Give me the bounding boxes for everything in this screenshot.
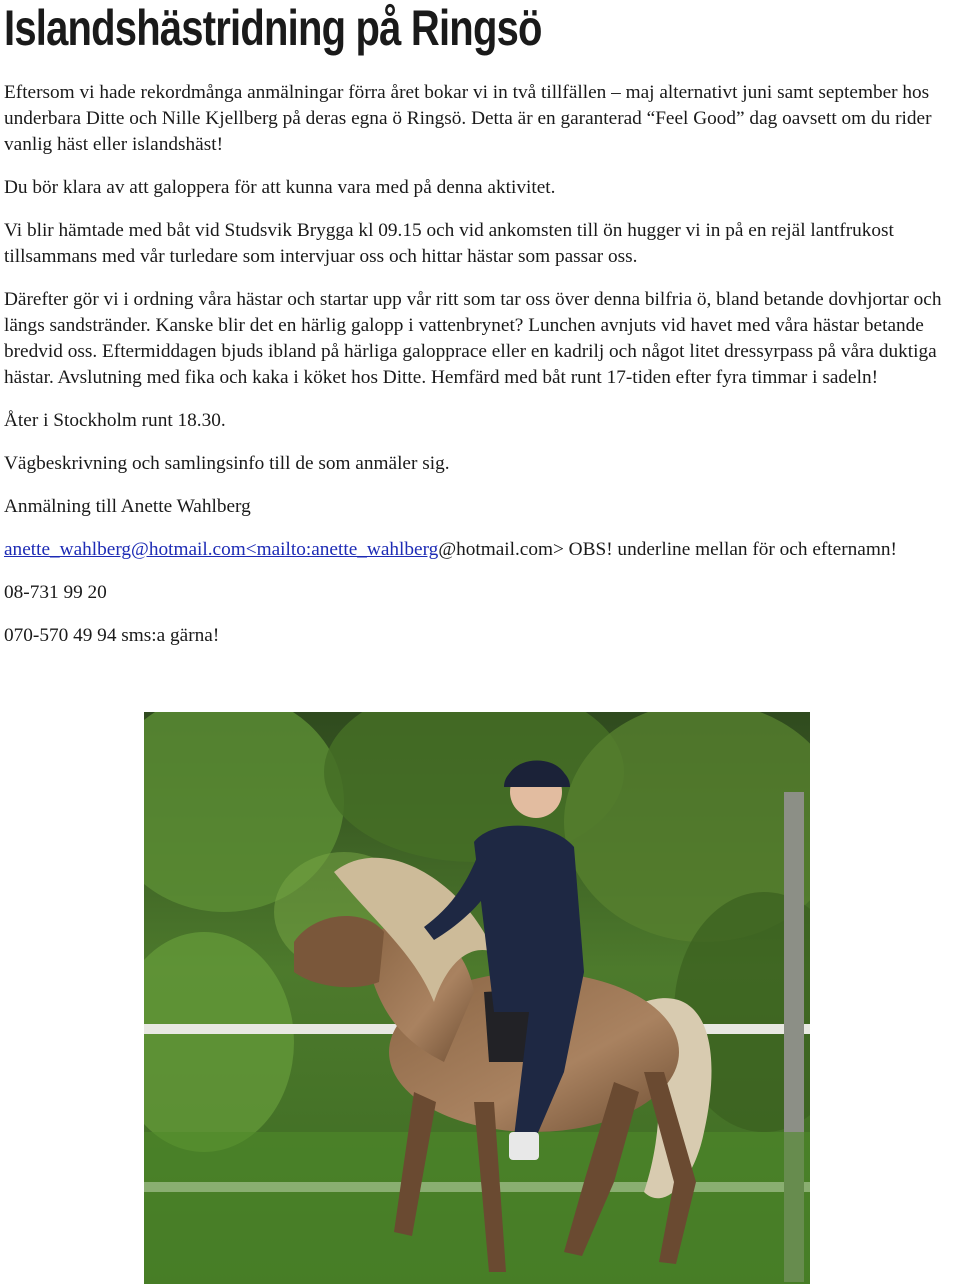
registration-paragraph: Anmälning till Anette Wahlberg: [4, 496, 251, 517]
mobile-number: 070-570 49 94 sms:a gärna!: [4, 625, 220, 646]
email-link[interactable]: anette_wahlberg@hotmail.com<mailto:anette_wahlberg: [4, 539, 439, 560]
email-paragraph: [4, 537, 958, 563]
pickup-paragraph: Vi blir hämtade med båt vid Studsvik Brygga kl 09.15 och vid ankomsten till ön hugger vi in på en rejäl lantfrukost tillsammans med vår turledare som intervjuar oss och hittar hästar som passar oss.: [4, 220, 894, 267]
intro-paragraph: Eftersom vi hade rekordmånga anmälningar förra året bokar vi in två tillfällen – maj alternativt juni samt september hos underbara Ditte och Nille Kjellberg på deras egna ö Ringsö. Detta är en garanterad “Feel Good” dag oavsett om du rider vanlig häst eller islandshäst!: [4, 82, 932, 155]
email-note: @hotmail.com> OBS! underline mellan för och efternamn!: [438, 539, 897, 560]
directions-paragraph: Vägbeskrivning och samlingsinfo till de som anmäler sig.: [4, 453, 450, 474]
horse-rider-photo: [144, 712, 810, 1284]
article-body: [4, 80, 958, 666]
ride-description-paragraph: Därefter gör vi i ordning våra hästar och startar upp vår ritt som tar oss över denna bilfria ö, bland betande dovhjortar och längs sandstränder. Kanske blir det en härlig galopp i vattenbrynet? Lunchen avnjuts vid havet med våra hästar betande bredvid oss. Eftermiddagen bjuds ibland på härliga galopprace eller en kadrilj och något litet dressyrpass på våra duktiga hästar. Avslutning med fika och kaka i köket hos Ditte. Hemfärd med båt runt 17-tiden efter fyra timmar i sadeln!: [4, 289, 942, 388]
requirement-paragraph: Du bör klara av att galoppera för att kunna vara med på denna aktivitet.: [4, 177, 556, 198]
phone-number: 08-731 99 20: [4, 582, 107, 603]
return-time-paragraph: Åter i Stockholm runt 18.30.: [4, 410, 226, 431]
page-title: Islandshästridning på Ringsö: [4, 0, 542, 56]
